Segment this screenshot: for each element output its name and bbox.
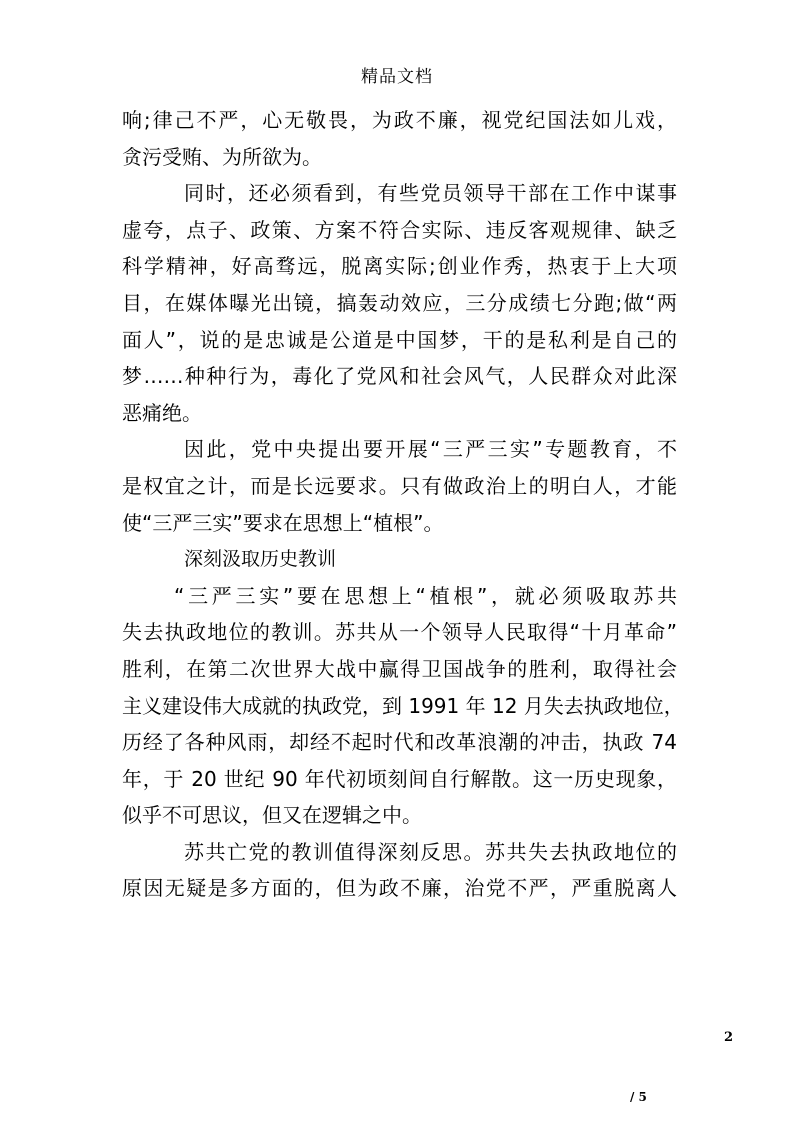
text-line: 主义建设伟大成就的执政党，到 1991 年 12 月失去执政地位， (122, 693, 684, 718)
text-line: 似乎不可思议，但又在逻辑之中。 (122, 803, 422, 828)
page-header-title: 精品文档 (361, 67, 433, 87)
text-line: 失去执政地位的教训。苏共从一个领导人民取得“十月革命” (122, 620, 677, 645)
text-line: 面人”，说的是忠诚是公道是中国梦，干的是私利是自己的 (122, 327, 677, 352)
text-line: 年，于 20 世纪 90 年代初顷刻间自行解散。这一历史现象， (122, 766, 677, 791)
document-body (122, 102, 684, 907)
section-heading: 深刻汲取历史教训 (184, 548, 337, 571)
text-line: 目，在媒体曝光出镜，搞轰动效应，三分成绩七分跑;做“两 (122, 290, 677, 315)
text-line: 贪污受贿、为所欲为。 (122, 144, 322, 169)
text-line: 科学精神，好高骛远，脱离实际;创业作秀，热衷于上大项 (122, 254, 677, 279)
text-line: 因此，党中央提出要开展“三严三实”专题教育，不 (184, 437, 677, 462)
text-line: 使“三严三实”要求在思想上“植根”。 (122, 510, 444, 535)
text-line: 历经了各种风雨，却经不起时代和改革浪潮的冲击，执政 74 (122, 730, 677, 755)
page-total: / 5 (630, 1090, 647, 1104)
text-line: “三严三实”要在思想上“植根”，就必须吸取苏共 (174, 583, 677, 608)
page-number: 2 (724, 1030, 734, 1045)
text-line: 同时，还必须看到，有些党员领导干部在工作中谋事 (184, 181, 677, 206)
text-line: 原因无疑是多方面的，但为政不廉，治党不严，严重脱离人 (122, 876, 677, 901)
text-line: 苏共亡党的教训值得深刻反思。苏共失去执政地位的 (184, 839, 677, 864)
text-line: 恶痛绝。 (122, 400, 202, 425)
text-line: 是权宜之计，而是长远要求。只有做政治上的明白人，才能 (122, 473, 677, 498)
text-line: 胜利，在第二次世界大战中赢得卫国战争的胜利，取得社会 (122, 656, 677, 681)
text-line: 虚夸，点子、政策、方案不符合实际、违反客观规律、缺乏 (122, 217, 677, 242)
text-line: 响;律己不严，心无敬畏，为政不廉，视党纪国法如儿戏， (122, 108, 677, 132)
text-line: 梦……种种行为，毒化了党风和社会风气，人民群众对此深 (122, 364, 677, 389)
